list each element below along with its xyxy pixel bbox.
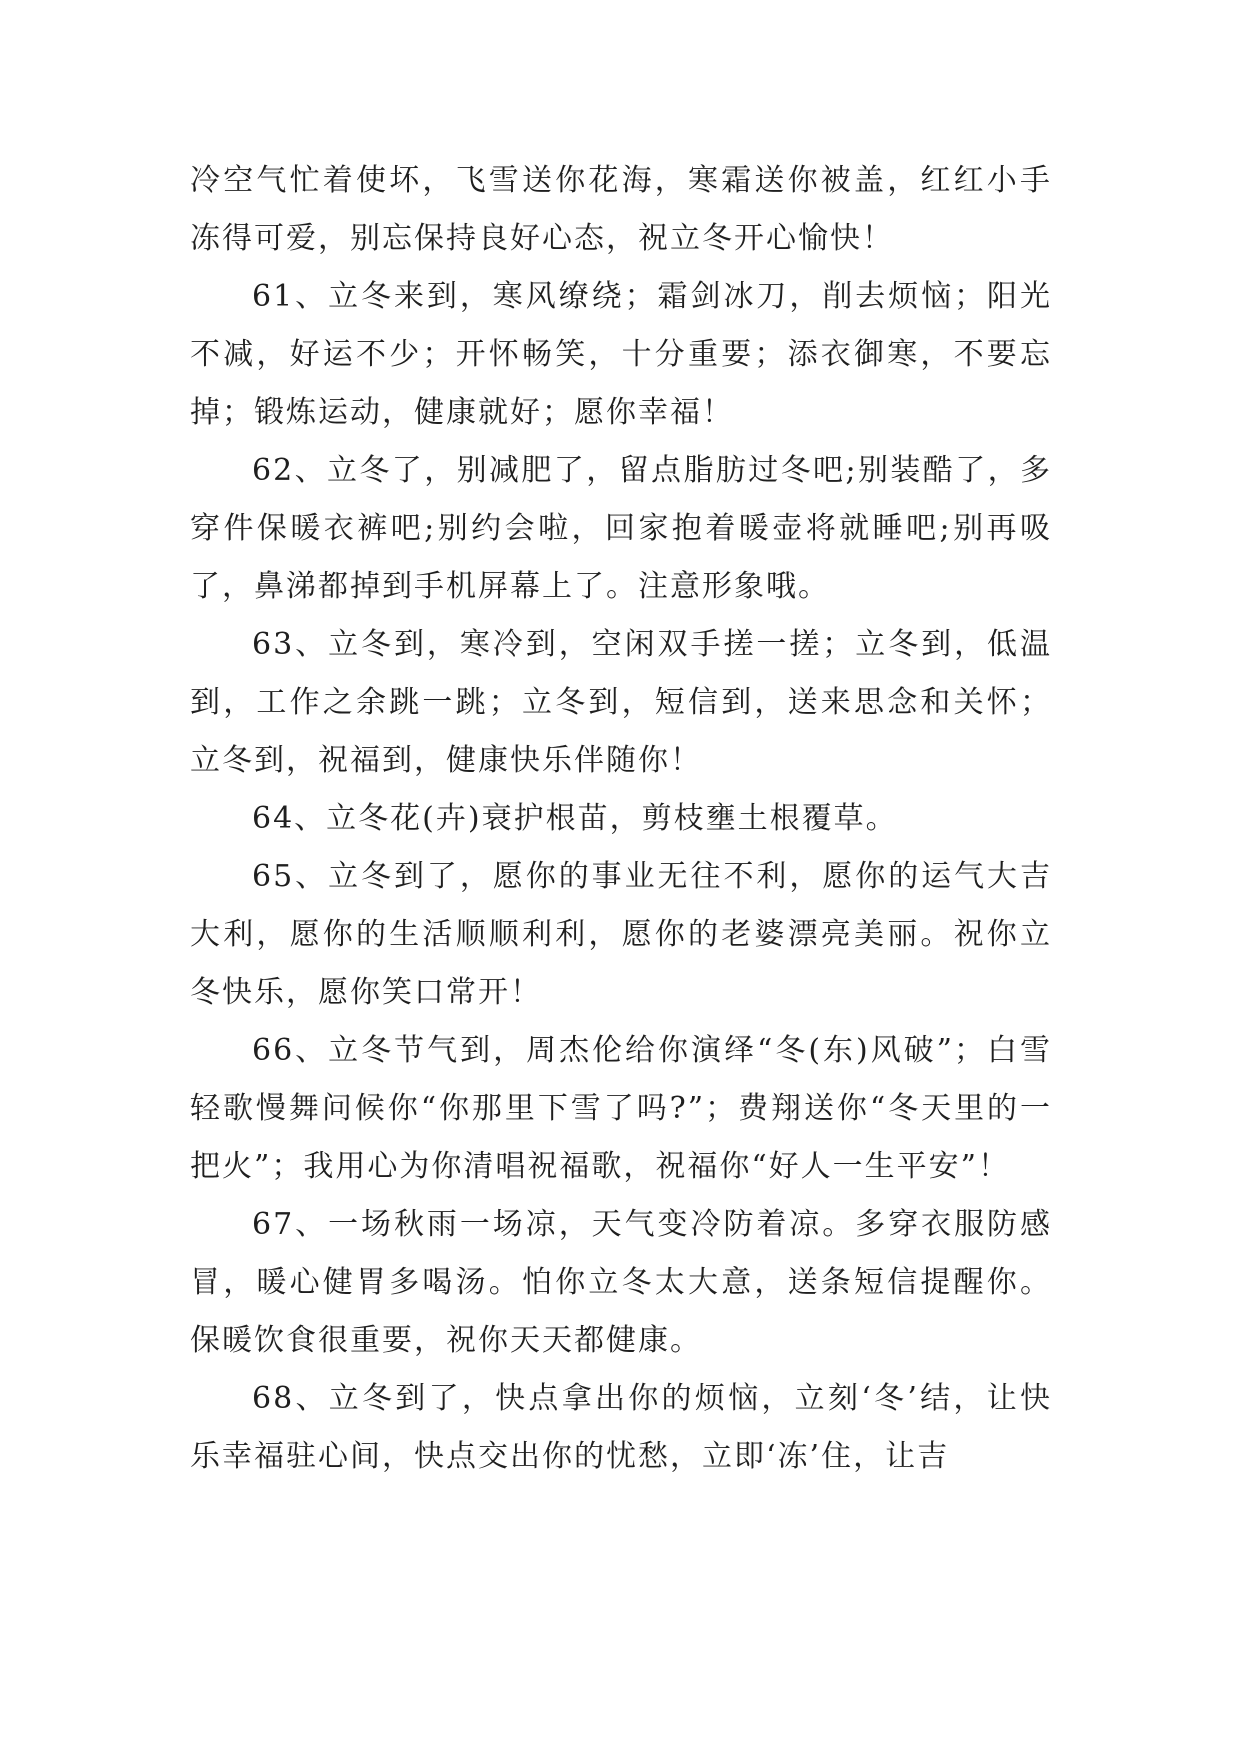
- paragraph-63: 63、立冬到，寒冷到，空闲双手搓一搓；立冬到，低温到，工作之余跳一跳；立冬到，短信到，送来思念和关怀；立冬到，祝福到，健康快乐伴随你！: [190, 627, 1052, 778]
- paragraph-66: 66、立冬节气到，周杰伦给你演绎“冬(东)风破”；白雪轻歌慢舞问候你“你那里下雪了吗?”；费翔送你“冬天里的一把火”；我用心为你清唱祝福歌，祝福你“好人一生平安”！: [190, 1033, 1052, 1184]
- paragraph-64: 64、立冬花(卉)衰护根苗，剪枝壅土根覆草。: [252, 801, 898, 836]
- document-body: [190, 152, 1052, 1486]
- paragraph-continued: 冷空气忙着使坏，飞雪送你花海，寒霜送你被盖，红红小手冻得可爱，别忘保持良好心态，祝立冬开心愉快！: [190, 163, 1052, 256]
- paragraph-67: 67、一场秋雨一场凉，天气变冷防着凉。多穿衣服防感冒，暖心健胃多喝汤。怕你立冬太大意，送条短信提醒你。保暖饮食很重要，祝你天天都健康。: [190, 1207, 1052, 1358]
- paragraph-62: 62、立冬了，别减肥了，留点脂肪过冬吧;别装酷了，多穿件保暖衣裤吧;别约会啦，回家抱着暖壶将就睡吧;别再吸了，鼻涕都掉到手机屏幕上了。注意形象哦。: [190, 453, 1052, 604]
- paragraph-61: 61、立冬来到，寒风缭绕；霜剑冰刀，削去烦恼；阳光不减，好运不少；开怀畅笑，十分重要；添衣御寒，不要忘掉；锻炼运动，健康就好；愿你幸福！: [190, 279, 1052, 430]
- paragraph-68: 68、立冬到了，快点拿出你的烦恼，立刻‘冬’结，让快乐幸福驻心间，快点交出你的忧愁，立即‘冻’住，让吉: [190, 1381, 1052, 1474]
- paragraph-65: 65、立冬到了，愿你的事业无往不利，愿你的运气大吉大利，愿你的生活顺顺利利，愿你的老婆漂亮美丽。祝你立冬快乐，愿你笑口常开！: [190, 859, 1052, 1010]
